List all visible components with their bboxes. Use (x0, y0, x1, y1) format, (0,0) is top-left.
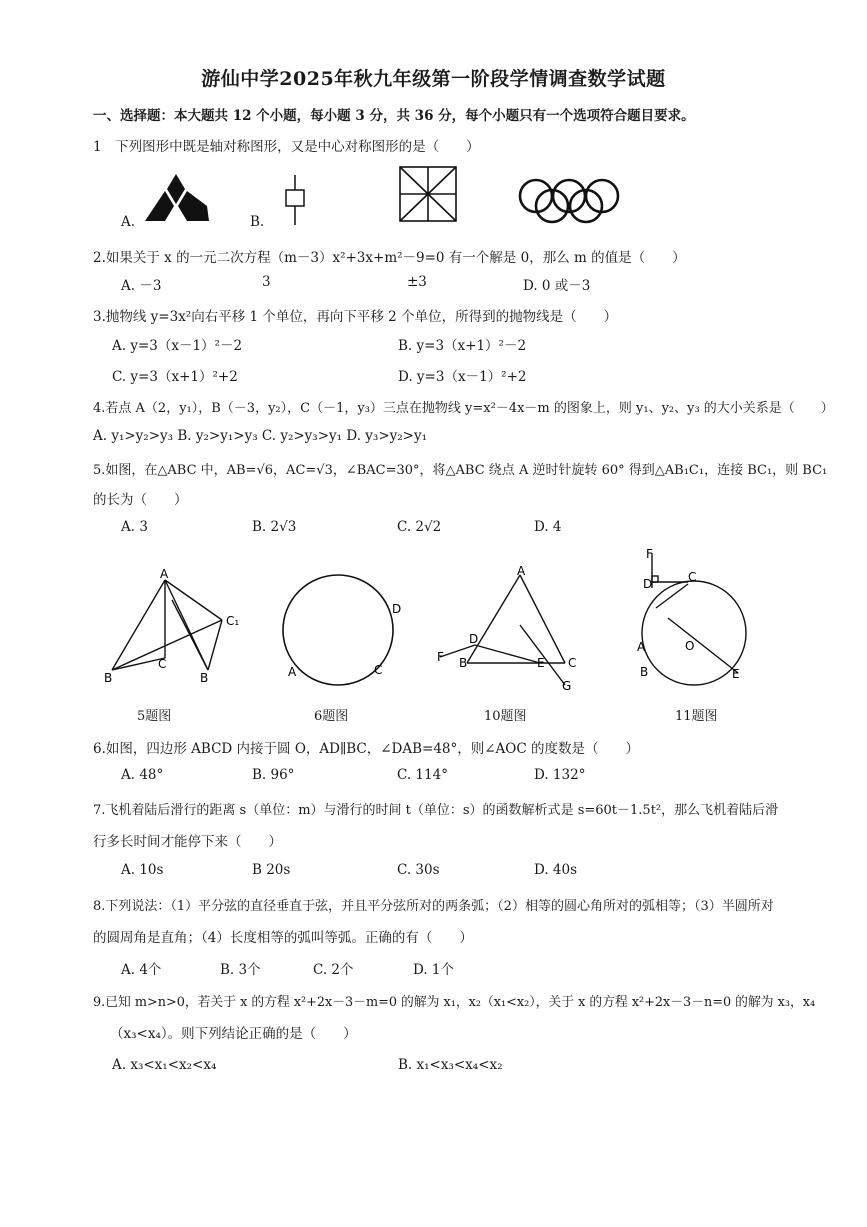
q11-label-o: O (685, 639, 695, 653)
q6-figure (280, 578, 400, 686)
q6-label-d: D (392, 602, 402, 616)
q6-label-c: C (374, 663, 383, 677)
q5-label-c: C (158, 657, 167, 671)
q2-option-d: D. 0 或－3 (523, 278, 591, 294)
q4-stem: 4.若点 A（2，y₁），B（－3，y₂），C（－1，y₃）三点在抛物线 y=x²－4x－m 的图象上，则 y₁、y₂、y₃ 的大小关系是（ ） (93, 401, 834, 416)
q11-figure (638, 548, 758, 688)
q5-option-b: B. 2√3 (252, 519, 297, 535)
q7-option-d: D. 40s (534, 862, 578, 878)
q3-option-c: C. y=3（x+1）²+2 (112, 369, 238, 385)
q5-label-c1: C₁ (226, 614, 240, 628)
exam-title: 游仙中学2025年秋九年级第一阶段学情调查数学试题 (201, 68, 666, 90)
q1-figure-d-rings (518, 178, 622, 224)
q10-figure (435, 565, 585, 693)
q6-stem: 6.如图，四边形 ABCD 内接于圆 O，AD∥BC，∠DAB=48°，则∠AOC 的度数是（ ） (93, 741, 639, 757)
q10-label-e: E (537, 656, 545, 670)
q3-option-d: D. y=3（x－1）²+2 (398, 369, 527, 385)
q11-label-e: E (732, 667, 740, 681)
q1-figure-a-logo (145, 174, 207, 224)
q1-figure-b-shape (283, 175, 307, 225)
caption-fig5: 5题图 (137, 709, 172, 724)
q7-option-c: C. 30s (397, 862, 440, 878)
q10-label-f: F (437, 650, 444, 664)
caption-fig6: 6题图 (314, 709, 349, 724)
q6-option-c: C. 114° (397, 767, 448, 783)
q10-label-a: A (517, 564, 526, 578)
q5-label-b: B (104, 671, 113, 685)
q8-option-d: D. 1个 (413, 962, 455, 978)
q9-option-a: A. x₃<x₁<x₂<x₄ (112, 1057, 217, 1073)
q9-stem: 9.已知 m>n>0，若关于 x 的方程 x²+2x－3－m=0 的解为 x₁，x₂（x₁<x₂），关于 x 的方程 x²+2x－3－n=0 的解为 x₃，x₄ (93, 995, 816, 1010)
q5-option-c: C. 2√2 (397, 519, 442, 535)
q7-option-a: A. 10s (121, 862, 164, 878)
q11-label-f: F (646, 547, 653, 561)
q5-stem: 5.如图，在△ABC 中，AB=√6，AC=√3，∠BAC=30°，将△ABC 绕点 A 逆时针旋转 60° 得到△AB₁C₁，连接 BC₁，则 BC₁ (93, 463, 828, 478)
q11-label-a: A (637, 640, 646, 654)
q8-stem-cont: 的圆周角是直角；（4）长度相等的弧叫等弧。正确的有（ ） (93, 930, 473, 946)
q5-label-b1: B (200, 671, 209, 685)
q8-stem: 8.下列说法：（1）平分弦的直径垂直于弦，并且平分弦所对的两条弧；（2）相等的圆心角所对的弧相等；（3）半圆所对 (93, 899, 774, 914)
q8-option-c: C. 2个 (313, 962, 354, 978)
q6-option-b: B. 96° (252, 767, 295, 783)
q10-label-d: D (469, 632, 479, 646)
q6-option-a: A. 48° (121, 767, 164, 783)
q11-label-c: C (688, 570, 697, 584)
q11-label-b: B (640, 665, 649, 679)
q2-option-c: ±3 (407, 274, 427, 290)
q1-stem: 1 下列图形中既是轴对称图形，又是中心对称图形的是（ ） (93, 139, 480, 155)
q9-stem-cont: （x₃<x₄）。则下列结论正确的是（ ） (110, 1026, 357, 1042)
q5-option-a: A. 3 (121, 519, 148, 535)
q10-label-g: G (562, 679, 572, 693)
q7-option-b: B 20s (252, 862, 291, 878)
q5-stem-cont: 的长为（ ） (93, 492, 188, 508)
q5-option-d: D. 4 (534, 519, 562, 535)
q11-label-d: D (643, 577, 653, 591)
q1-figure-c-pinwheel (399, 166, 459, 222)
q8-option-a: A. 4个 (121, 962, 162, 978)
q4-options: A. y₁>y₂>y₃ B. y₂>y₁>y₃ C. y₂>y₃>y₁ D. y₃>y₂>y₁ (93, 428, 428, 444)
caption-fig10: 10题图 (484, 709, 527, 724)
q2-stem: 2.如果关于 x 的一元二次方程（m－3）x²+3x+m²－9=0 有一个解是 0，那么 m 的值是（ ） (93, 250, 686, 266)
q5-label-a: A (160, 567, 169, 581)
q2-option-a: A. －3 (121, 278, 162, 294)
q1-option-b: B. (250, 214, 265, 230)
q10-label-c: C (568, 656, 577, 670)
q7-stem-cont: 行多长时间才能停下来（ ） (93, 834, 282, 850)
q10-label-b: B (459, 656, 468, 670)
q5-figure (100, 567, 250, 685)
q3-option-a: A. y=3（x－1）²－2 (112, 338, 243, 354)
q8-option-b: B. 3个 (220, 962, 261, 978)
section-heading: 一、选择题：本大题共 12 个小题，每小题 3 分，共 36 分，每个小题只有一个选项符合题目要求。 (93, 108, 695, 124)
q6-option-d: D. 132° (534, 767, 586, 783)
q1-option-a: A. (121, 214, 136, 230)
caption-fig11: 11题图 (675, 709, 718, 724)
q9-option-b: B. x₁<x₃<x₄<x₂ (398, 1057, 503, 1073)
q3-stem: 3.抛物线 y=3x²向右平移 1 个单位，再向下平移 2 个单位，所得到的抛物线是（ ） (93, 309, 618, 325)
q3-option-b: B. y=3（x+1）²－2 (398, 338, 527, 354)
q6-label-a: A (288, 665, 297, 679)
q2-option-b: 3 (262, 274, 271, 290)
q7-stem: 7.飞机着陆后滑行的距离 s（单位：m）与滑行的时间 t（单位：s）的函数解析式是 s=60t－1.5t²，那么飞机着陆后滑 (93, 803, 779, 818)
